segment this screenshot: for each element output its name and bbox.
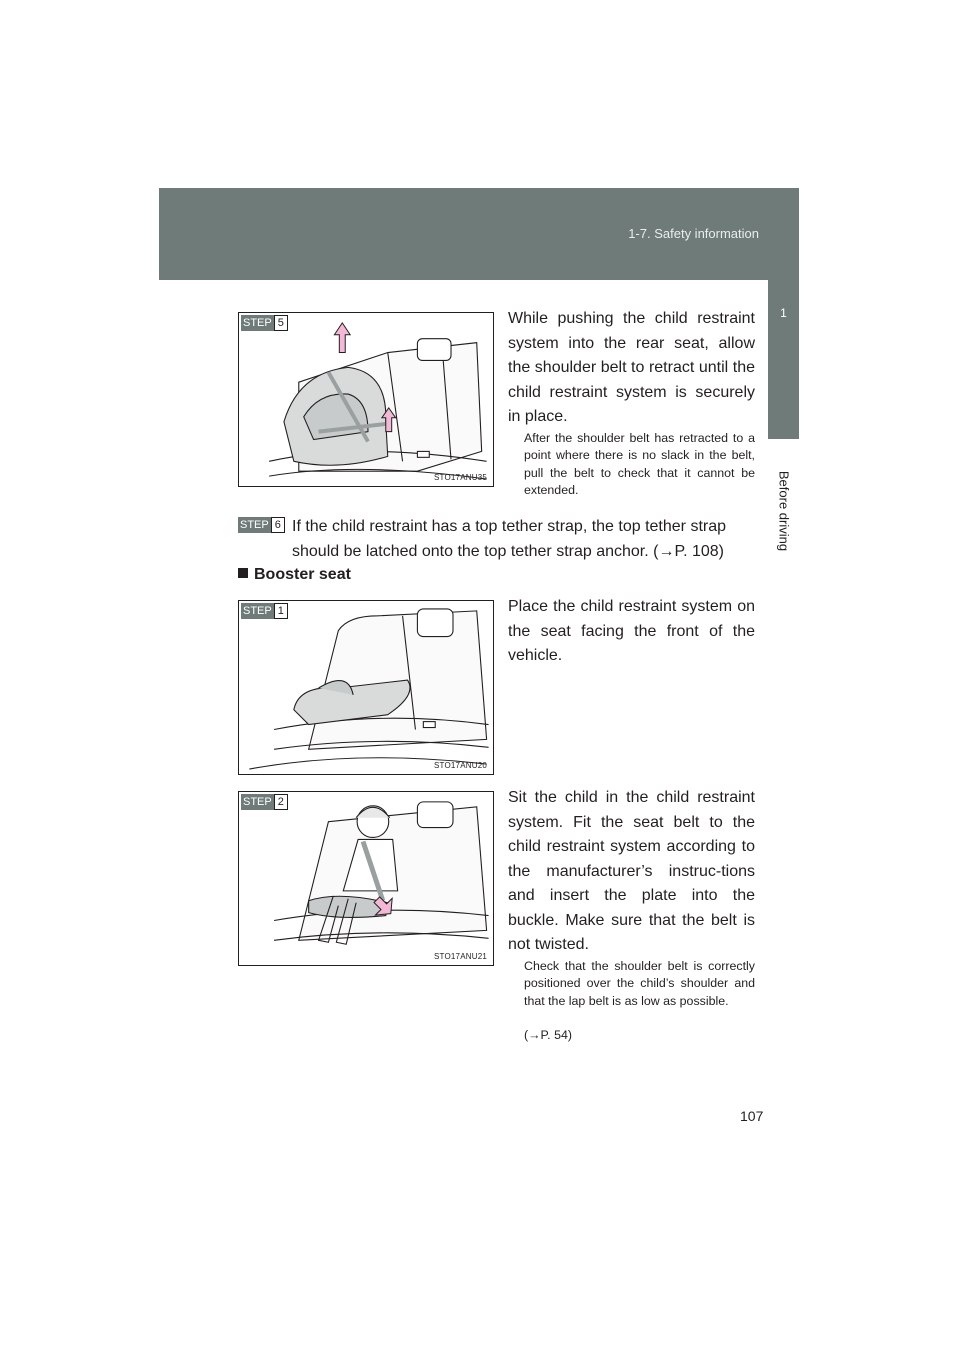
step5-instruction: While pushing the child restraint system into the rear seat, allow the shoulder belt to retract until the child restraint system is securely in place. <box>508 310 755 425</box>
booster-step2-badge <box>241 794 288 810</box>
chapter-number: 1 <box>780 306 787 320</box>
section-title: 1-7. Safety information <box>628 226 759 241</box>
booster-step1-instruction: Place the child restraint system on the seat facing the front of the vehicle. <box>508 598 755 664</box>
chapter-tab <box>768 280 799 439</box>
step-word: STEP <box>243 605 272 617</box>
booster-step1-badge <box>241 603 288 619</box>
step5-badge <box>241 315 288 331</box>
child-seat-rear-illustration <box>239 313 493 486</box>
booster-step2-illustration <box>238 791 494 966</box>
step6-instruction <box>292 515 755 564</box>
booster-step2-instruction: Sit the child in the child restraint system. Fit the seat belt to the child restraint system according to the manufacturer’s instruc-tions and insert the plate into the buckle. Make sure that the belt is not twisted. <box>508 789 755 953</box>
step6-badge <box>238 517 285 533</box>
figure-code: STO17ANU21 <box>434 952 487 961</box>
booster-step1-illustration <box>238 600 494 775</box>
heading-text: Booster seat <box>254 566 351 583</box>
step-word: STEP <box>240 519 269 531</box>
step-number: 5 <box>274 315 288 331</box>
step-word: STEP <box>243 796 272 808</box>
child-on-booster-illustration <box>239 792 493 965</box>
booster-step2-note: Check that the shoulder belt is correctly positioned over the child’s shoulder and that the lap belt is as low as possible. <box>524 959 755 1008</box>
square-bullet-icon <box>238 568 248 578</box>
step-number: 6 <box>271 517 285 533</box>
step-number: 1 <box>274 603 288 619</box>
figure-code: STO17ANU20 <box>434 761 487 770</box>
step5-note: After the shoulder belt has retracted to a point where there is no slack in the belt, pull the belt to check that it cannot be extended. <box>524 431 755 497</box>
chapter-label-container <box>776 451 792 571</box>
booster-seat-heading <box>238 566 351 584</box>
step5-illustration <box>238 312 494 487</box>
chapter-label: Before driving <box>776 470 792 552</box>
booster-step2-note-ref: (→P. 54) <box>524 1028 572 1042</box>
booster-seat-illustration <box>239 601 493 774</box>
step6-line2: should be latched onto the top tether strap anchor. (→P. 108) <box>292 542 724 560</box>
page-number: 107 <box>740 1108 764 1124</box>
header-band <box>159 188 799 280</box>
figure-code: STO17ANU35 <box>434 473 487 482</box>
step6-line1: If the child restraint has a top tether strap, the top tether strap <box>292 518 727 535</box>
step-word: STEP <box>243 317 272 329</box>
step-number: 2 <box>274 794 288 810</box>
